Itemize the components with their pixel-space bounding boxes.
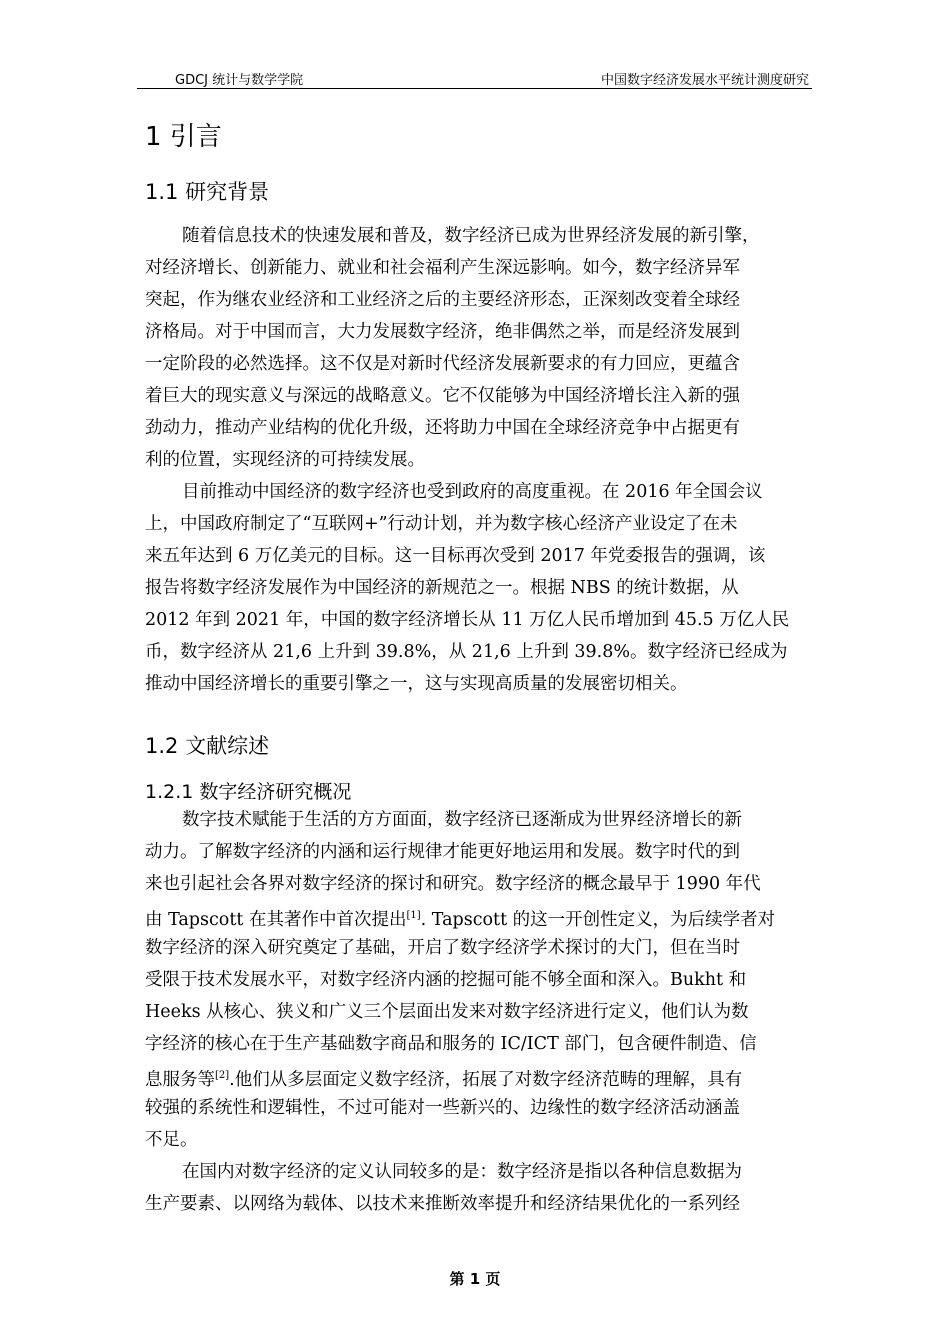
- para2-line2: 上，中国政府制定了“互联网+”行动计划，并为数字核心经济产业设定了在未: [145, 514, 738, 534]
- para1-line2: 对经济增长、创新能力、就业和社会福利产生深远影响。如今，数字经济异军: [145, 258, 740, 278]
- para3-line1: 数字技术赋能于生活的方方面面，数字经济已逐渐成为世界经济增长的新: [182, 810, 742, 830]
- para2-line1: 目前推动中国经济的数字经济也受到政府的高度重视。在 2016 年全国会议: [182, 482, 763, 502]
- para2-line4: 报告将数字经济发展作为中国经济的新规范之一。根据 NBS 的统计数据，从: [145, 578, 739, 598]
- para3-line9: [145, 1066, 742, 1090]
- para3-line3: 来也引起社会各界对数字经济的探讨和研究。数字经济的概念最早于 1990 年代: [145, 874, 761, 894]
- para2-line3: 来五年达到 6 万亿美元的目标。这一目标再次受到 2017 年党委报告的强调，该: [145, 546, 766, 566]
- para1-line3: 突起，作为继农业经济和工业经济之后的主要经济形态，正深刻改变着全球经: [145, 290, 740, 310]
- header-right-text: 中国数字经济发展水平统计测度研究: [600, 73, 809, 88]
- para4-line2: 生产要素、以网络为载体、以技术来推断效率提升和经济结果优化的一系列经: [145, 1194, 740, 1214]
- citation-ref-1[interactable]: [1]: [406, 910, 421, 921]
- para2-line7: 推动中国经济增长的重要引擎之一，这与实现高质量的发展密切相关。: [145, 674, 688, 694]
- citation-ref-2[interactable]: [2]: [215, 1070, 230, 1081]
- para3-line4-text-b: . Tapscott 的这一开创性定义，为后续学者对: [420, 910, 776, 930]
- para3-line8: 字经济的核心在于生产基础数字商品和服务的 IC/ICT 部门，包含硬件制造、信: [145, 1034, 757, 1054]
- para1-line6: 着巨大的现实意义与深远的战略意义。它不仅能够为中国经济增长注入新的强: [145, 386, 740, 406]
- section-title-background: 1.1 研究背景: [145, 180, 270, 204]
- para3-line2: 动力。了解数字经济的内涵和运行规律才能更好地运用和发展。数字时代的到: [145, 842, 740, 862]
- para1-line5: 一定阶段的必然选择。这不仅是对新时代经济发展新要求的有力回应，更蕴含: [145, 354, 740, 374]
- para3-line11: 不足。: [145, 1130, 198, 1150]
- para3-line4: [145, 906, 775, 930]
- para1-line4: 济格局。对于中国而言，大力发展数字经济，绝非偶然之举，而是经济发展到: [145, 322, 740, 342]
- chapter-title: 1 引言: [145, 122, 222, 152]
- para3-line9-text-b: .他们从多层面定义数字经济，拓展了对数字经济范畴的理解，具有: [229, 1070, 743, 1090]
- para2-line6: 币，数字经济从 21,6 上升到 39.8%，从 21,6 上升到 39.8%。数字经济已经成为: [145, 642, 788, 662]
- para2-line5: 2012 年到 2021 年，中国的数字经济增长从 11 万亿人民币增加到 45.5 万亿人民: [145, 610, 790, 630]
- para3-line6: 受限于技术发展水平，对数字经济内涵的挖掘可能不够全面和深入。Bukht 和: [145, 970, 747, 990]
- subsection-title-overview: 1.2.1 数字经济研究概况: [145, 781, 352, 803]
- para1-line7: 劲动力，推动产业结构的优化升级，还将助力中国在全球经济竞争中占据更有: [145, 418, 740, 438]
- page-header: [137, 66, 812, 89]
- para1-line8: 利的位置，实现经济的可持续发展。: [145, 450, 425, 470]
- para3-line4-text-a: 由 Tapscott 在其著作中首次提出: [145, 910, 407, 930]
- para1-line1: 随着信息技术的快速发展和普及，数字经济已成为世界经济发展的新引擎，: [182, 226, 760, 246]
- para3-line5: 数字经济的深入研究奠定了基础，开启了数字经济学术探讨的大门，但在当时: [145, 938, 740, 958]
- page-number: 第 1 页: [449, 1270, 501, 1288]
- para3-line9-text-a: 息服务等: [145, 1070, 215, 1090]
- para4-line1: 在国内对数字经济的定义认同较多的是：数字经济是指以各种信息数据为: [182, 1162, 742, 1182]
- para3-line7: Heeks 从核心、狭义和广义三个层面出发来对数字经济进行定义，他们认为数: [145, 1002, 749, 1022]
- header-left-text: GDCJ 统计与数学学院: [175, 73, 304, 88]
- section-title-literature: 1.2 文献综述: [145, 734, 270, 758]
- para3-line10: 较强的系统性和逻辑性，不过可能对一些新兴的、边缘性的数字经济活动涵盖: [145, 1098, 740, 1118]
